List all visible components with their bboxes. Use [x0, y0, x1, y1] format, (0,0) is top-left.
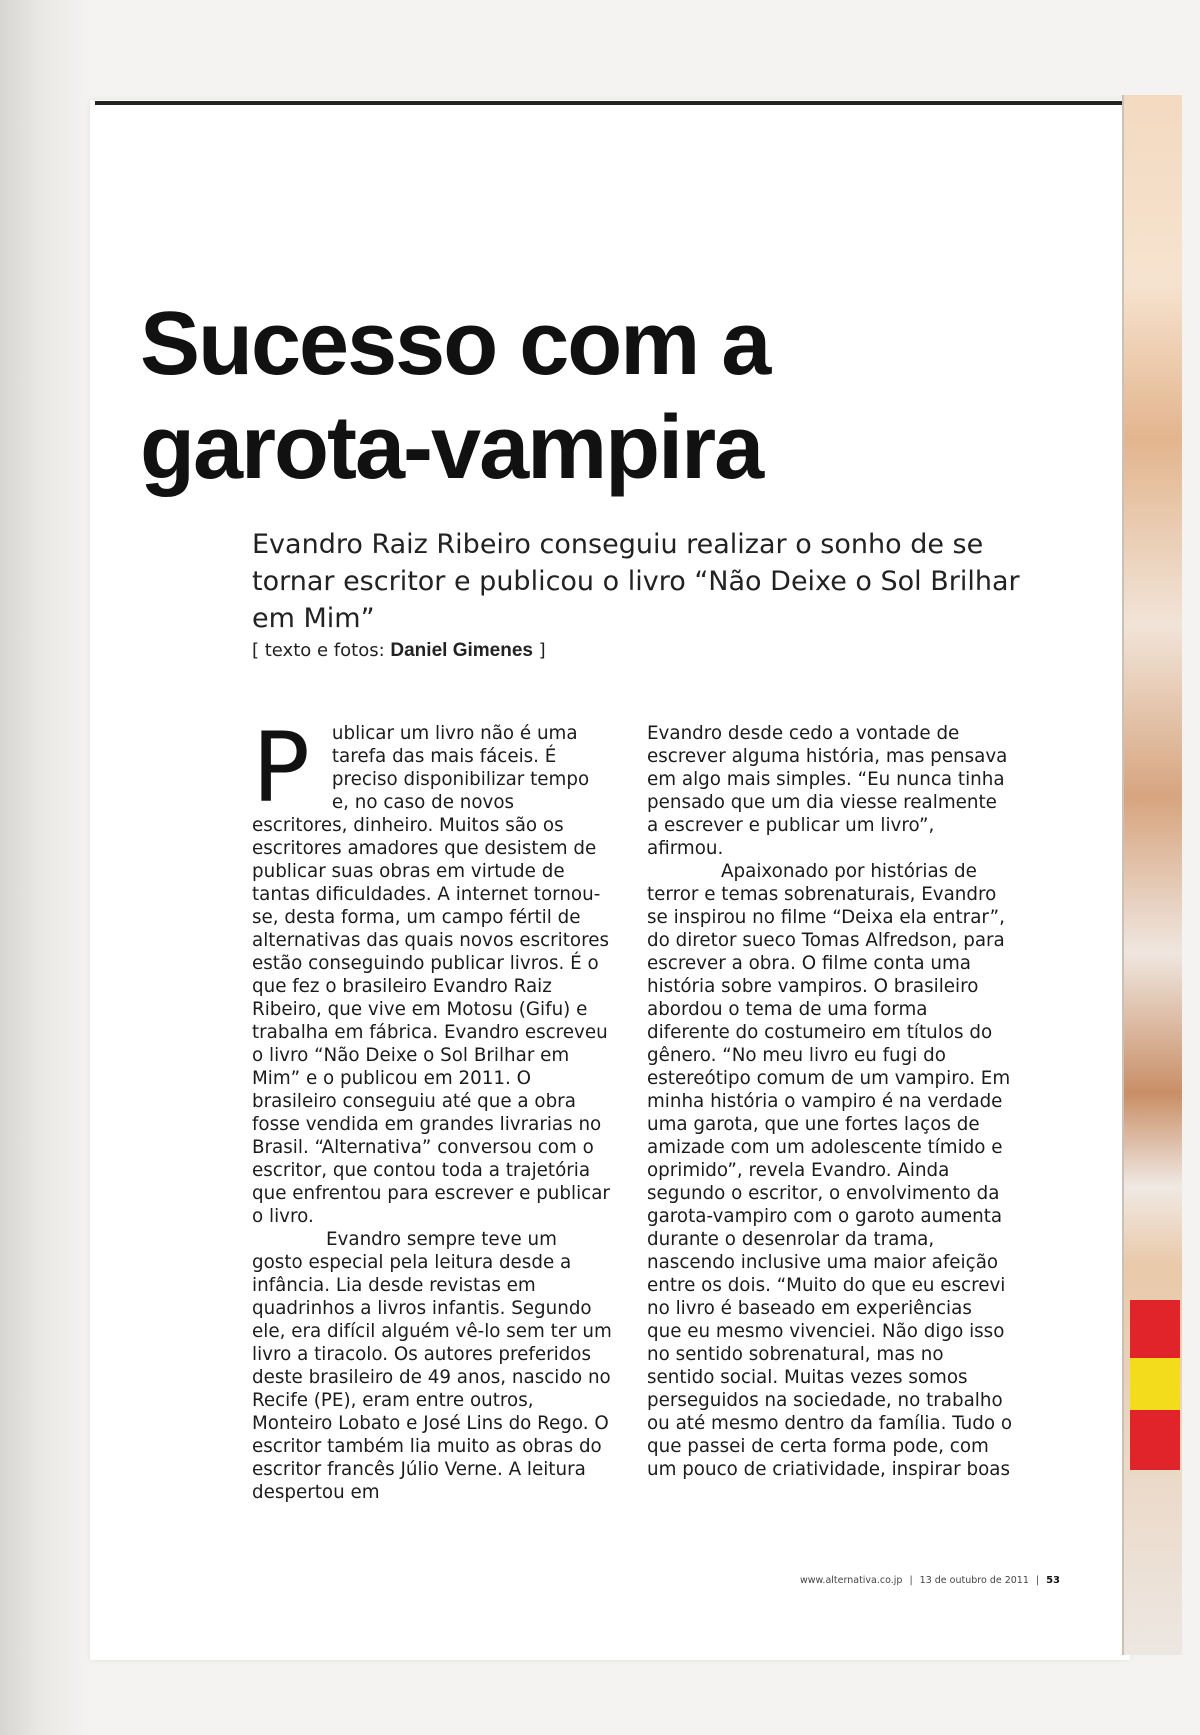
headline-line-1: Sucesso com a — [140, 294, 770, 394]
top-rule — [95, 101, 1125, 105]
column-1-paragraph-1 — [252, 712, 612, 1228]
section-tab-red-top — [1130, 1300, 1180, 1358]
section-tab-red-bottom — [1130, 1410, 1180, 1470]
column-1-paragraph-1-text: ublicar um livro não é uma tarefa das mais fáceis. É preciso disponibilizar tempo e, no caso de novos escritores, dinheiro. Muitos são os escritores amadores que desistem de publicar suas obras em virtude de tantas dificuldades. A internet tornou-se, desta forma, um campo fértil de alternativas das quais novos escritores estão conseguindo publicar livros. É o que fez o brasileiro Evandro Raiz Ribeiro, que vive em Motosu (Gifu) e trabalha em fábrica. Evandro escreveu o livro “Não Deixe o Sol Brilhar em Mim” e o publicou em 2011. O brasileiro conseguiu até que a obra fosse vendida em grandes livrarias no Brasil. “Alternativa” conversou com o escritor, que contou toda a trajetória que enfrentou para escrever e publicar o livro. — [252, 723, 610, 1227]
footer-separator: | — [1035, 1575, 1040, 1586]
footer-site: www.alternativa.co.jp — [800, 1575, 903, 1586]
credit-author: Daniel Gimenes — [390, 640, 533, 661]
article-column-1 — [252, 712, 612, 1504]
column-1-paragraph-2: Evandro sempre teve um gosto especial pela leitura desde a infância. Lia desde revistas em quadrinhos a livros infantis. Segundo ele, era difícil alguém vê-lo sem ter um livro a tiracolo. Os autores preferidos deste brasileiro de 49 anos, nascido no Recife (PE), eram entre outros, Monteiro Lobato e José Lins do Rego. O escritor também lia muito as obras do escritor francês Júlio Verne. A leitura despertou em — [252, 1229, 612, 1503]
footer-separator: | — [909, 1575, 913, 1586]
article-credit — [252, 640, 852, 662]
section-tab-yellow — [1130, 1358, 1180, 1410]
article-headline — [140, 292, 940, 500]
footer-date: 13 de outubro de 2011 — [919, 1575, 1029, 1586]
column-2-paragraph-1: Evandro desde cedo a vontade de escrever alguma história, mas pensava em algo mais simples. “Eu nunca tinha pensado que um dia viesse realmente a escrever e publicar um livro”, afirmou. — [647, 723, 1008, 859]
credit-prefix: [ texto e fotos: — [252, 640, 391, 661]
scan-shadow — [0, 0, 90, 1735]
article-deck: Evandro Raiz Ribeiro conseguiu realizar o sonho de se tornar escritor e publicou o livro “Não Deixe o Sol Brilhar em Mim” — [252, 529, 1020, 634]
page-number: 53 — [1046, 1575, 1061, 1586]
headline-line-2: garota-vampira — [140, 398, 763, 498]
column-2-paragraph-2: Apaixonado por histórias de terror e temas sobrenaturais, Evandro se inspirou no filme “Deixa ela entrar”, do diretor sueco Tomas Alfredson, para escrever a obra. O filme conta uma história sobre vampiros. O brasileiro abordou o tema de uma forma diferente do costumeiro em títulos do gênero. “No meu livro eu fugi do estereótipo comum de um vampiro. Em minha história o vampiro é na verdade uma garota, que une fortes laços de amizade com um adolescente tímido e oprimido”, revela Evandro. Ainda segundo o escritor, o envolvimento da garota-vampiro com o garoto aumenta durante o desenrolar da trama, nascendo inclusive uma maior afeição entre os dois. “Muito do que eu escrevi no livro é baseado em experiências que eu mesmo vivenciei. Não digo isso no sentido sobrenatural, mas no sentido social. Muitas vezes somos perseguidos na sociedade, no trabalho ou até mesmo dentro da família. Tudo o que passei de certa forma pode, com um pouco de criatividade, inspirar boas — [647, 861, 1012, 1480]
article-column-2 — [647, 722, 1012, 1481]
drop-cap: P — [252, 712, 310, 824]
credit-suffix: ] — [532, 640, 546, 661]
page-footer — [800, 1575, 1100, 1586]
